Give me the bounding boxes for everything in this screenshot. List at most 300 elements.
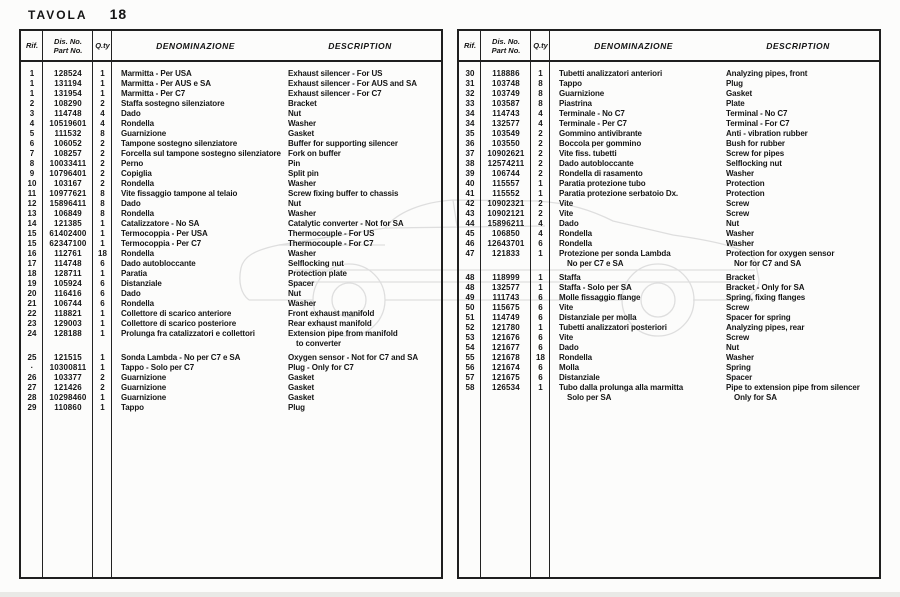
cell-denominazione: Rondella bbox=[121, 179, 154, 188]
header-denominazione: DENOMINAZIONE bbox=[594, 40, 673, 51]
cell-quantity: 1 bbox=[538, 383, 543, 392]
cell-quantity: 18 bbox=[536, 353, 545, 362]
cell-denominazione: Rondella bbox=[559, 239, 592, 248]
cell-description: Washer bbox=[288, 299, 317, 308]
cell-rif: · bbox=[30, 363, 34, 372]
cell-description: Catalytic converter - Not for SA bbox=[288, 219, 404, 228]
cell-part-number bbox=[43, 339, 93, 349]
cell-description: Terminal - No C7 bbox=[726, 109, 788, 118]
cell-quantity: 6 bbox=[100, 259, 105, 268]
cell-denominazione: Rondella bbox=[121, 209, 154, 218]
table-row bbox=[21, 403, 441, 413]
cell-rif: 40 bbox=[465, 179, 475, 188]
table-row bbox=[21, 393, 441, 403]
cell-part-number: 15896411 bbox=[49, 199, 87, 208]
cell-denominazione: Rondella bbox=[121, 299, 154, 308]
cell-rif: 48 bbox=[465, 283, 475, 292]
cell-part-number: 118821 bbox=[54, 309, 82, 318]
cell-part-number: 10902621 bbox=[487, 149, 525, 158]
cell-description: Thermocouple - For C7 bbox=[288, 239, 374, 248]
cell-quantity: 4 bbox=[538, 219, 543, 228]
cell-rif: 46 bbox=[465, 239, 475, 248]
cell-quantity: 2 bbox=[538, 209, 543, 218]
cell-description: Spring bbox=[726, 363, 751, 372]
cell-rif: 20 bbox=[27, 289, 37, 298]
cell-part-number: 103587 bbox=[492, 99, 520, 108]
cell-part-number bbox=[481, 393, 531, 403]
cell-part-number: 132577 bbox=[492, 283, 520, 292]
cell-part-number: 111532 bbox=[54, 129, 82, 138]
cell-quantity: 2 bbox=[100, 373, 105, 382]
cell-denominazione: Dado autobloccante bbox=[559, 159, 634, 168]
header-quantity: Q.ty bbox=[95, 41, 110, 50]
cell-quantity: 1 bbox=[100, 239, 105, 248]
cell-denominazione: Vite fissaggio tampone al telaio bbox=[121, 189, 238, 198]
cell-description: Nor for C7 and SA bbox=[734, 259, 802, 268]
table-header-row bbox=[21, 31, 441, 62]
table-row bbox=[21, 209, 441, 219]
cell-quantity: 2 bbox=[100, 99, 105, 108]
cell-description: Screw bbox=[726, 199, 750, 208]
cell-denominazione: Staffa bbox=[559, 273, 581, 282]
cell-rif: 2 bbox=[29, 99, 35, 108]
cell-rif: 27 bbox=[27, 383, 37, 392]
cell-description: Washer bbox=[726, 353, 755, 362]
cell-quantity: 2 bbox=[100, 383, 105, 392]
cell-denominazione: Copiglia bbox=[121, 169, 152, 178]
cell-part-number: 10902121 bbox=[487, 209, 525, 218]
cell-denominazione: Termocoppia - Per USA bbox=[121, 229, 208, 238]
cell-quantity: 1 bbox=[100, 363, 105, 372]
cell-denominazione: Paratia protezione serbatoio Dx. bbox=[559, 189, 679, 198]
cell-quantity: 18 bbox=[98, 249, 107, 258]
table-row bbox=[459, 179, 879, 189]
cell-quantity bbox=[531, 393, 550, 403]
table-row bbox=[21, 159, 441, 169]
cell-denominazione: Staffa - Solo per SA bbox=[559, 283, 632, 292]
table-row bbox=[21, 79, 441, 89]
cell-description: Gasket bbox=[288, 129, 315, 138]
cell-part-number: 131194 bbox=[54, 79, 82, 88]
cell-rif: 30 bbox=[465, 69, 475, 78]
cell-rif: 41 bbox=[465, 189, 475, 198]
cell-part-number: 114749 bbox=[492, 313, 520, 322]
cell-quantity: 1 bbox=[100, 269, 105, 278]
cell-description: Analyzing pipes, front bbox=[726, 69, 808, 78]
cell-denominazione: Piastrina bbox=[559, 99, 592, 108]
cell-denominazione: Marmitta - Per AUS e SA bbox=[121, 79, 211, 88]
table-row bbox=[459, 383, 879, 393]
cell-denominazione: Dado bbox=[559, 219, 579, 228]
cell-quantity: 6 bbox=[538, 293, 543, 302]
cell-denominazione: Collettore di scarico anteriore bbox=[121, 309, 232, 318]
cell-part-number: 121515 bbox=[54, 353, 82, 362]
table-row bbox=[21, 139, 441, 149]
cell-part-number: 110860 bbox=[54, 403, 82, 412]
cell-description: Bracket bbox=[288, 99, 317, 108]
cell-description: Split pin bbox=[288, 169, 319, 178]
cell-quantity: 2 bbox=[538, 169, 543, 178]
cell-description: Buffer for supporting silencer bbox=[288, 139, 398, 148]
table-row bbox=[21, 329, 441, 339]
table-row bbox=[459, 313, 879, 323]
page-header bbox=[28, 6, 127, 22]
cell-description: Only for SA bbox=[734, 393, 777, 402]
cell-part-number: 114743 bbox=[492, 109, 520, 118]
cell-part-number: 12574211 bbox=[487, 159, 525, 168]
cell-denominazione: Guarnizione bbox=[121, 383, 167, 392]
cell-denominazione: Dado bbox=[121, 199, 141, 208]
cell-description: Gasket bbox=[288, 383, 315, 392]
table-row bbox=[21, 363, 441, 373]
table-row bbox=[21, 309, 441, 319]
cell-quantity: 6 bbox=[538, 303, 543, 312]
cell-part-number: 115675 bbox=[492, 303, 520, 312]
table-row bbox=[459, 249, 879, 259]
cell-description: Exhaust silencer - For AUS and SA bbox=[288, 79, 417, 88]
cell-denominazione: Solo per SA bbox=[567, 393, 612, 402]
cell-rif: 22 bbox=[27, 309, 37, 318]
cell-denominazione: Terminale - Per C7 bbox=[559, 119, 627, 128]
table-header-row bbox=[459, 31, 879, 62]
cell-description: Pin bbox=[288, 159, 301, 168]
table-row bbox=[21, 199, 441, 209]
cell-part-number: 106052 bbox=[54, 139, 82, 148]
table-row bbox=[21, 373, 441, 383]
table-row bbox=[459, 219, 879, 229]
cell-part-number: 118886 bbox=[492, 69, 520, 78]
cell-quantity: 1 bbox=[100, 403, 105, 412]
header-rif: Rif. bbox=[463, 41, 477, 50]
cell-description: Bush for rubber bbox=[726, 139, 785, 148]
cell-part-number: 121676 bbox=[492, 333, 520, 342]
cell-rif: 45 bbox=[465, 229, 475, 238]
table-row bbox=[21, 229, 441, 239]
cell-denominazione: Marmitta - Per USA bbox=[121, 69, 192, 78]
table-row bbox=[21, 219, 441, 229]
cell-description: Washer bbox=[726, 229, 755, 238]
cell-denominazione: Tampone sostegno silenziatore bbox=[121, 139, 238, 148]
cell-part-number: 103748 bbox=[492, 79, 520, 88]
table-row bbox=[459, 139, 879, 149]
table-row bbox=[21, 189, 441, 199]
cell-part-number: 10796401 bbox=[49, 169, 87, 178]
cell-denominazione: Distanziale per molla bbox=[559, 313, 637, 322]
cell-rif: 55 bbox=[465, 353, 475, 362]
cell-description: Nut bbox=[726, 219, 740, 228]
cell-rif: 14 bbox=[27, 219, 37, 228]
cell-rif: 24 bbox=[27, 329, 37, 338]
cell-denominazione: Terminale - No C7 bbox=[559, 109, 625, 118]
cell-quantity: 6 bbox=[538, 363, 543, 372]
cell-rif: 4 bbox=[29, 119, 35, 128]
cell-description: Plate bbox=[726, 99, 745, 108]
cell-denominazione: Dado autobloccante bbox=[121, 259, 196, 268]
cell-quantity: 1 bbox=[538, 273, 543, 282]
cell-part-number: 103377 bbox=[54, 373, 82, 382]
cell-part-number: 126534 bbox=[492, 383, 520, 392]
cell-quantity: 2 bbox=[100, 149, 105, 158]
cell-rif: 44 bbox=[465, 219, 475, 228]
cell-part-number: 128188 bbox=[54, 329, 82, 338]
cell-quantity: 8 bbox=[538, 89, 543, 98]
cell-denominazione: Paratia bbox=[121, 269, 147, 278]
cell-description: Screw fixing buffer to chassis bbox=[288, 189, 399, 198]
cell-denominazione: Rondella di rasamento bbox=[559, 169, 643, 178]
cell-denominazione: Vite bbox=[559, 333, 574, 342]
table-row bbox=[459, 159, 879, 169]
scan-edge-shadow bbox=[0, 592, 900, 597]
cell-part-number: 118999 bbox=[492, 273, 520, 282]
cell-quantity: 1 bbox=[538, 323, 543, 332]
cell-description: Screw bbox=[726, 303, 750, 312]
cell-description: Gasket bbox=[726, 89, 753, 98]
cell-rif: 12 bbox=[27, 199, 37, 208]
cell-part-number: 128711 bbox=[54, 269, 82, 278]
table-row bbox=[459, 79, 879, 89]
cell-quantity: 8 bbox=[538, 99, 543, 108]
cell-denominazione: Molla bbox=[559, 363, 579, 372]
cell-denominazione: Dado bbox=[121, 109, 141, 118]
cell-description: Nut bbox=[288, 289, 302, 298]
cell-denominazione: Vite bbox=[559, 303, 574, 312]
header-rif: Rif. bbox=[25, 41, 39, 50]
table-row bbox=[459, 209, 879, 219]
table-row bbox=[459, 333, 879, 343]
cell-part-number: 121780 bbox=[492, 323, 520, 332]
cell-description: Exhaust silencer - For C7 bbox=[288, 89, 382, 98]
cell-denominazione: Rondella bbox=[121, 249, 154, 258]
cell-rif: 31 bbox=[465, 79, 475, 88]
table-row bbox=[21, 299, 441, 309]
cell-part-number: 128524 bbox=[54, 69, 82, 78]
parts-table-right bbox=[457, 29, 881, 579]
cell-denominazione: Guarnizione bbox=[121, 373, 167, 382]
cell-quantity: 1 bbox=[100, 393, 105, 402]
table-row bbox=[21, 289, 441, 299]
cell-rif: 21 bbox=[27, 299, 37, 308]
cell-description: Rear exhaust manifold bbox=[288, 319, 372, 328]
cell-rif: 38 bbox=[465, 159, 475, 168]
cell-description: Screw bbox=[726, 333, 750, 342]
cell-description: Gasket bbox=[288, 393, 315, 402]
cell-rif: 9 bbox=[29, 169, 35, 178]
cell-description: Washer bbox=[288, 119, 317, 128]
cell-denominazione: Forcella sul tampone sostegno silenziatore bbox=[121, 149, 281, 158]
cell-denominazione: Tappo - Solo per C7 bbox=[121, 363, 195, 372]
cell-part-number: 108257 bbox=[54, 149, 82, 158]
table-row bbox=[459, 89, 879, 99]
header-description: DESCRIPTION bbox=[766, 40, 830, 51]
cell-part-number: 114748 bbox=[54, 259, 82, 268]
cell-quantity: 6 bbox=[100, 299, 105, 308]
cell-description: Thermocouple - For US bbox=[288, 229, 375, 238]
table-row bbox=[21, 89, 441, 99]
cell-rif bbox=[21, 339, 43, 349]
cell-denominazione: Tubetti analizzatori posteriori bbox=[559, 323, 667, 332]
cell-quantity: 4 bbox=[100, 109, 105, 118]
cell-denominazione: Tubetti analizzatori anteriori bbox=[559, 69, 663, 78]
cell-description: Plug bbox=[726, 79, 743, 88]
cell-rif: 53 bbox=[465, 333, 475, 342]
cell-denominazione: Prolunga fra catalizzatori e collettori bbox=[121, 329, 255, 338]
table-row bbox=[21, 129, 441, 139]
cell-denominazione: Guarnizione bbox=[121, 393, 167, 402]
cell-rif bbox=[459, 393, 481, 403]
cell-quantity: 6 bbox=[538, 239, 543, 248]
cell-description: Screw bbox=[726, 209, 750, 218]
cell-denominazione: Tappo bbox=[559, 79, 582, 88]
cell-rif: 47 bbox=[465, 249, 475, 258]
table-row bbox=[459, 343, 879, 353]
cell-quantity: 1 bbox=[100, 353, 105, 362]
cell-rif: 37 bbox=[465, 149, 475, 158]
cell-rif: 23 bbox=[27, 319, 37, 328]
cell-rif: 15 bbox=[27, 229, 37, 238]
cell-description: Washer bbox=[726, 169, 755, 178]
table-row bbox=[459, 119, 879, 129]
cell-description: Exhaust silencer - For US bbox=[288, 69, 383, 78]
cell-quantity: 2 bbox=[538, 139, 543, 148]
table-row bbox=[459, 283, 879, 293]
cell-quantity: 6 bbox=[100, 279, 105, 288]
cell-rif: 56 bbox=[465, 363, 475, 372]
cell-denominazione: Sonda Lambda - No per C7 e SA bbox=[121, 353, 241, 362]
cell-quantity: 1 bbox=[538, 179, 543, 188]
cell-part-number: 106849 bbox=[54, 209, 82, 218]
table-row bbox=[21, 119, 441, 129]
cell-part-number: 62347100 bbox=[49, 239, 87, 248]
cell-part-number: 121385 bbox=[54, 219, 82, 228]
table-row bbox=[21, 353, 441, 363]
cell-rif: 25 bbox=[27, 353, 37, 362]
cell-quantity: 8 bbox=[100, 129, 105, 138]
cell-quantity: 1 bbox=[538, 69, 543, 78]
cell-description: Nut bbox=[726, 343, 740, 352]
cell-part-number: 10902321 bbox=[487, 199, 525, 208]
cell-quantity: 1 bbox=[100, 329, 105, 338]
cell-rif: 5 bbox=[29, 129, 35, 138]
cell-part-number: 115552 bbox=[492, 189, 520, 198]
cell-description: Analyzing pipes, rear bbox=[726, 323, 805, 332]
cell-denominazione: Gommino antivibrante bbox=[559, 129, 642, 138]
table-row bbox=[459, 353, 879, 363]
table-row bbox=[21, 179, 441, 189]
cell-quantity: 6 bbox=[100, 289, 105, 298]
page-number: 18 bbox=[109, 6, 128, 22]
cell-quantity: 4 bbox=[538, 109, 543, 118]
cell-denominazione bbox=[112, 339, 279, 349]
cell-rif: 26 bbox=[27, 373, 37, 382]
cell-rif: 13 bbox=[27, 209, 37, 218]
cell-description: Protection plate bbox=[288, 269, 347, 278]
cell-quantity: 2 bbox=[100, 169, 105, 178]
table-row bbox=[459, 363, 879, 373]
cell-quantity: 1 bbox=[538, 189, 543, 198]
cell-rif: 48 bbox=[465, 273, 475, 282]
cell-quantity: 8 bbox=[100, 189, 105, 198]
cell-rif: 34 bbox=[465, 109, 475, 118]
table-row bbox=[459, 199, 879, 209]
cell-rif: 57 bbox=[465, 373, 475, 382]
table-body bbox=[21, 62, 441, 413]
table-row bbox=[459, 373, 879, 383]
cell-rif: 39 bbox=[465, 169, 475, 178]
table-row bbox=[21, 239, 441, 249]
table-row bbox=[459, 293, 879, 303]
cell-description: Spring, fixing flanges bbox=[726, 293, 806, 302]
table-row bbox=[21, 319, 441, 329]
cell-description: Plug bbox=[288, 403, 305, 412]
cell-quantity: 2 bbox=[538, 129, 543, 138]
cell-denominazione: Catalizzatore - No SA bbox=[121, 219, 200, 228]
cell-part-number: 112761 bbox=[54, 249, 82, 258]
cell-denominazione: Molle fissaggio flange bbox=[559, 293, 641, 302]
cell-description: Protection bbox=[726, 179, 765, 188]
cell-description: Anti - vibration rubber bbox=[726, 129, 808, 138]
cell-rif: 58 bbox=[465, 383, 475, 392]
cell-rif: 43 bbox=[465, 209, 475, 218]
cell-description: Spacer for spring bbox=[726, 313, 791, 322]
header-part-number: Dis. No. Part No. bbox=[53, 36, 83, 55]
cell-quantity: 2 bbox=[100, 159, 105, 168]
cell-quantity: 1 bbox=[538, 283, 543, 292]
cell-rif: 16 bbox=[27, 249, 37, 258]
cell-rif: 1 bbox=[29, 89, 35, 98]
cell-description: Bracket bbox=[726, 273, 755, 282]
table-row bbox=[459, 323, 879, 333]
table-row bbox=[459, 273, 879, 283]
cell-description: Plug - Only for C7 bbox=[288, 363, 354, 372]
cell-denominazione: Distanziale bbox=[121, 279, 162, 288]
cell-denominazione: Dado bbox=[121, 289, 141, 298]
table-row bbox=[21, 169, 441, 179]
cell-description: Bracket - Only for SA bbox=[726, 283, 805, 292]
cell-quantity: 2 bbox=[100, 179, 105, 188]
cell-description: Selflocking nut bbox=[726, 159, 782, 168]
cell-part-number: 61402400 bbox=[49, 229, 87, 238]
cell-rif: 35 bbox=[465, 129, 475, 138]
cell-rif: 3 bbox=[29, 109, 35, 118]
cell-quantity: 6 bbox=[538, 333, 543, 342]
cell-denominazione: Perno bbox=[121, 159, 144, 168]
table-row bbox=[21, 99, 441, 109]
table-row bbox=[459, 259, 879, 269]
cell-denominazione: Vite bbox=[559, 199, 574, 208]
cell-denominazione: No per C7 e SA bbox=[567, 259, 624, 268]
cell-part-number: 116416 bbox=[54, 289, 82, 298]
cell-denominazione: Marmitta - Per C7 bbox=[121, 89, 186, 98]
header-denominazione: DENOMINAZIONE bbox=[156, 40, 235, 51]
cell-quantity: 1 bbox=[100, 89, 105, 98]
cell-quantity: 1 bbox=[100, 309, 105, 318]
cell-denominazione: Distanziale bbox=[559, 373, 600, 382]
cell-rif: 29 bbox=[27, 403, 37, 412]
cell-quantity: 6 bbox=[538, 373, 543, 382]
cell-part-number: 111743 bbox=[492, 293, 520, 302]
cell-part-number: 121426 bbox=[54, 383, 82, 392]
cell-quantity: 2 bbox=[538, 199, 543, 208]
cell-rif: 28 bbox=[27, 393, 37, 402]
cell-part-number: 10300811 bbox=[49, 363, 87, 372]
cell-part-number: 12643701 bbox=[487, 239, 525, 248]
cell-denominazione: Rondella bbox=[121, 119, 154, 128]
cell-rif: 7 bbox=[29, 149, 35, 158]
cell-part-number: 121833 bbox=[492, 249, 520, 258]
cell-rif: 51 bbox=[465, 313, 475, 322]
cell-part-number: 10519601 bbox=[49, 119, 87, 128]
cell-description: Nut bbox=[288, 199, 302, 208]
